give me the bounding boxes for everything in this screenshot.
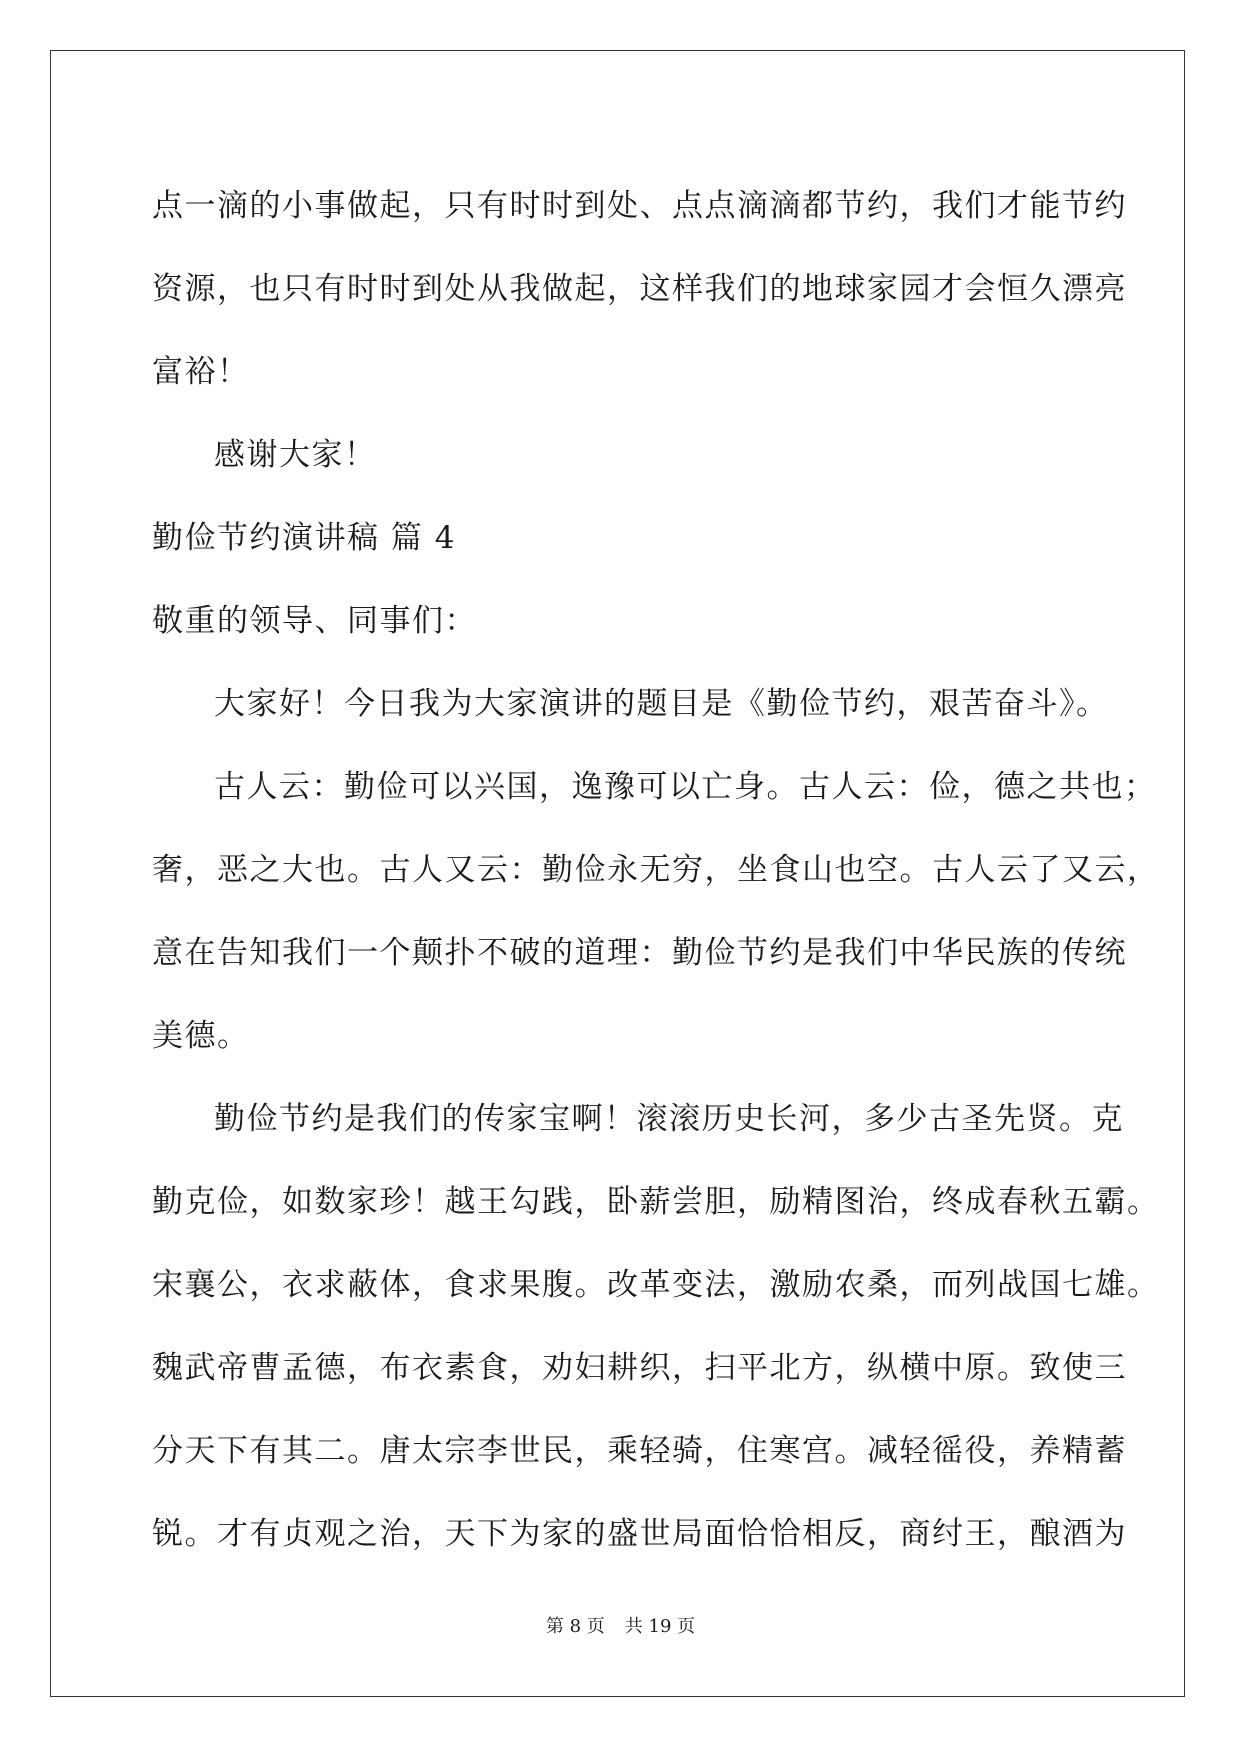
text-line: 富裕！ [152, 354, 250, 390]
document-body [152, 165, 1160, 1576]
text-line: 古人云：勤俭可以兴国，逸豫可以亡身。古人云：俭，德之共也； [214, 769, 1157, 805]
page-total: 共 19 页 [624, 1616, 696, 1637]
page-number: 第 8 页 [545, 1616, 605, 1637]
text-line: 奢，恶之大也。古人又云：勤俭永无穷，坐食山也空。古人云了又云， [152, 852, 1160, 888]
text-line: 宋襄公，衣求蔽体，食求果腹。改革变法，激励农桑，而列战国七雄。 [152, 1267, 1160, 1303]
salutation: 敬重的领导、同事们： [152, 603, 477, 639]
text-line: 感谢大家！ [214, 437, 377, 473]
text-line: 魏武帝曹孟德，布衣素食，劝妇耕织，扫平北方，纵横中原。致使三 [152, 1350, 1127, 1386]
text-line: 勤俭节约是我们的传家宝啊！滚滚历史长河，多少古圣先贤。克 [214, 1101, 1124, 1137]
text-line: 锐。才有贞观之治，天下为家的盛世局面恰恰相反，商纣王，酿酒为 [152, 1516, 1127, 1552]
section-heading: 勤俭节约演讲稿 篇 4 [152, 520, 456, 556]
text-line: 分天下有其二。唐太宗李世民，乘轻骑，住寒宫。减轻徭役，养精蓄 [152, 1433, 1127, 1469]
text-line: 大家好！今日我为大家演讲的题目是《勤俭节约，艰苦奋斗》。 [214, 686, 1109, 722]
page-footer [0, 1612, 1241, 1638]
text-line: 勤克俭，如数家珍！越王勾践，卧薪尝胆，励精图治，终成春秋五霸。 [152, 1184, 1160, 1220]
text-line: 资源，也只有时时到处从我做起，这样我们的地球家园才会恒久漂亮 [152, 271, 1127, 307]
text-line: 点一滴的小事做起，只有时时到处、点点滴滴都节约，我们才能节约 [152, 188, 1127, 224]
text-line: 意在告知我们一个颠扑不破的道理：勤俭节约是我们中华民族的传统 [152, 935, 1127, 971]
text-line: 美德。 [152, 1018, 250, 1054]
